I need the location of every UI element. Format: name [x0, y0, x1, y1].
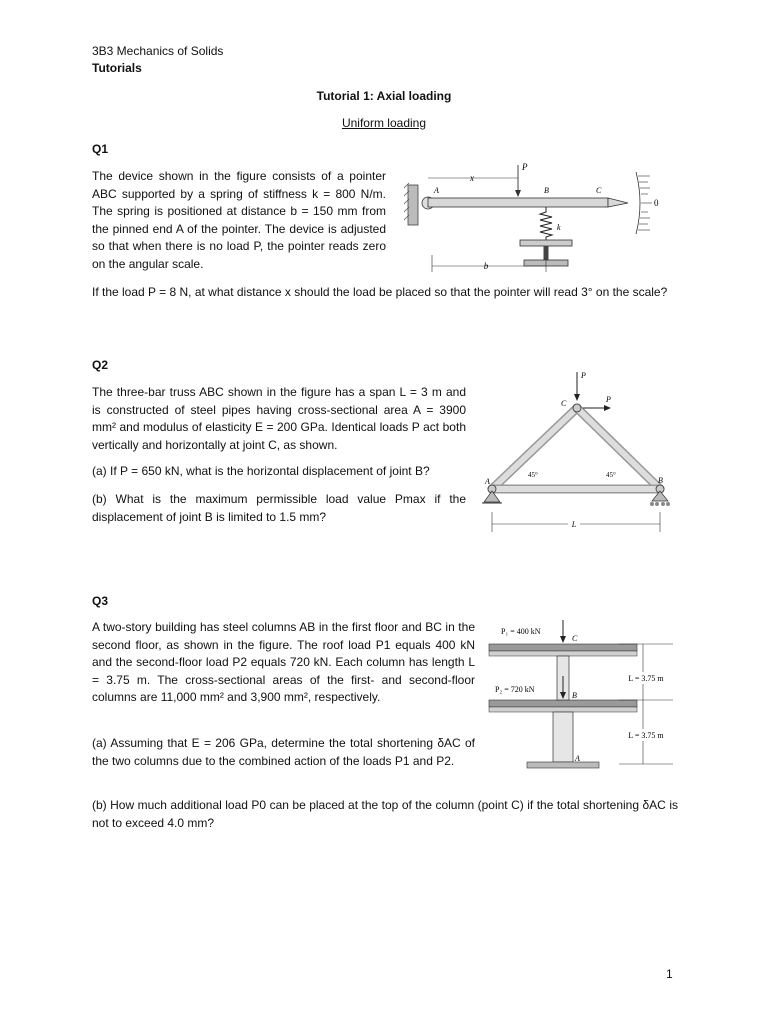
- q1-heading: Q1: [92, 142, 109, 156]
- q1-pointer-bar: [428, 198, 608, 207]
- q1-figure: [400, 160, 670, 278]
- q2-label-l: L: [571, 520, 577, 529]
- q1-label-k: k: [557, 223, 561, 232]
- q3-roof-slab: [489, 644, 637, 651]
- q2-label-p-top: P: [581, 371, 586, 380]
- q3-part-a: (a) Assuming that E = 206 GPa, determine the total shortening δAC of the two columns due to the combined action of the loads P1 and P2.: [92, 736, 475, 768]
- q2-label-b: B: [658, 476, 663, 485]
- q3-label-l2: L = 3.75 m: [628, 731, 664, 740]
- q1-angular-scale: [636, 172, 640, 234]
- q3-label-p1: P₁ = 400 kN: [501, 627, 541, 636]
- q3-figure: [487, 614, 682, 776]
- q3-floor-slab: [489, 700, 637, 707]
- q1-pointer-tip: [608, 198, 628, 207]
- q2-angle-right: 45°: [606, 471, 616, 479]
- q1-label-c: C: [596, 186, 602, 195]
- q2-label-a: A: [485, 477, 490, 486]
- q3-heading: Q3: [92, 594, 109, 608]
- q3-column-ab: [553, 712, 573, 762]
- q1-label-p: P: [522, 162, 528, 172]
- page-subtitle: Uniform loading: [341, 116, 427, 130]
- q1-label-x: x: [470, 173, 474, 183]
- q2-heading: Q2: [92, 358, 109, 372]
- q2-part-a: (a) If P = 650 kN, what is the horizontal displacement of joint B?: [92, 464, 430, 478]
- page-title: Tutorial 1: Axial loading: [316, 89, 452, 103]
- q3-label-a: A: [575, 754, 580, 763]
- q3-label-b: B: [572, 691, 577, 700]
- section-name: Tutorials: [92, 61, 142, 75]
- q2-part-b: (b) What is the maximum permissible load value Pmax if the displacement of joint B is limited to 1.5 mm?: [92, 492, 466, 524]
- q1-label-b: B: [544, 186, 549, 195]
- q1-label-zero: 0: [654, 198, 659, 208]
- q2-joint-c: [573, 404, 581, 412]
- q1-label-a: A: [434, 186, 439, 195]
- course-name: 3B3 Mechanics of Solids: [92, 44, 224, 58]
- q1-spring: [540, 207, 552, 240]
- q1-body: The device shown in the figure consists of a pointer ABC supported by a spring of stiffness k = 800 N/m. The spring is positioned at distance b = 150 mm from the pinned end A of the pointer. The device is adjusted so that when there is no load P, the pointer reads zero on the angular scale.: [92, 169, 386, 271]
- q2-body: The three-bar truss ABC shown in the figure has a span L = 3 m and is constructed of steel pipes having cross-sectional area A = 3900 mm² and modulus of elasticity E = 200 GPa. Identical loads P act both vertically and horizontally at joint C, as shown.: [92, 385, 466, 452]
- q2-label-p-side: P: [606, 395, 611, 404]
- q3-body: A two-story building has steel columns AB in the first floor and BC in the second floor, as shown in the figure. The roof load P1 equals 400 kN and the second-floor load P2 equals 720 kN. Each column has length L = 3.75 m. The cross-sectional areas of the first- and second-floor columns are 11,000 mm² and 3,900 mm², respectively.: [92, 620, 475, 705]
- q1-label-bdist: b: [483, 261, 489, 271]
- q2-figure: [480, 366, 676, 538]
- q3-label-l1: L = 3.75 m: [628, 674, 664, 683]
- q3-part-b: (b) How much additional load P0 can be placed at the top of the column (point C) if the total shortening δAC is not to exceed 4.0 mm?: [92, 798, 678, 830]
- page-number: 1: [666, 967, 673, 981]
- q2-angle-left: 45°: [528, 471, 538, 479]
- q3-label-p2: P₂ = 720 kN: [495, 685, 535, 694]
- q1-wall: [408, 185, 418, 225]
- q3-ground: [527, 762, 599, 768]
- q3-label-c: C: [572, 634, 578, 643]
- q1-spring-base: [520, 240, 572, 246]
- q2-label-c: C: [561, 399, 567, 408]
- q1-question: If the load P = 8 N, at what distance x should the load be placed so that the pointer will read 3° on the scale?: [92, 285, 668, 299]
